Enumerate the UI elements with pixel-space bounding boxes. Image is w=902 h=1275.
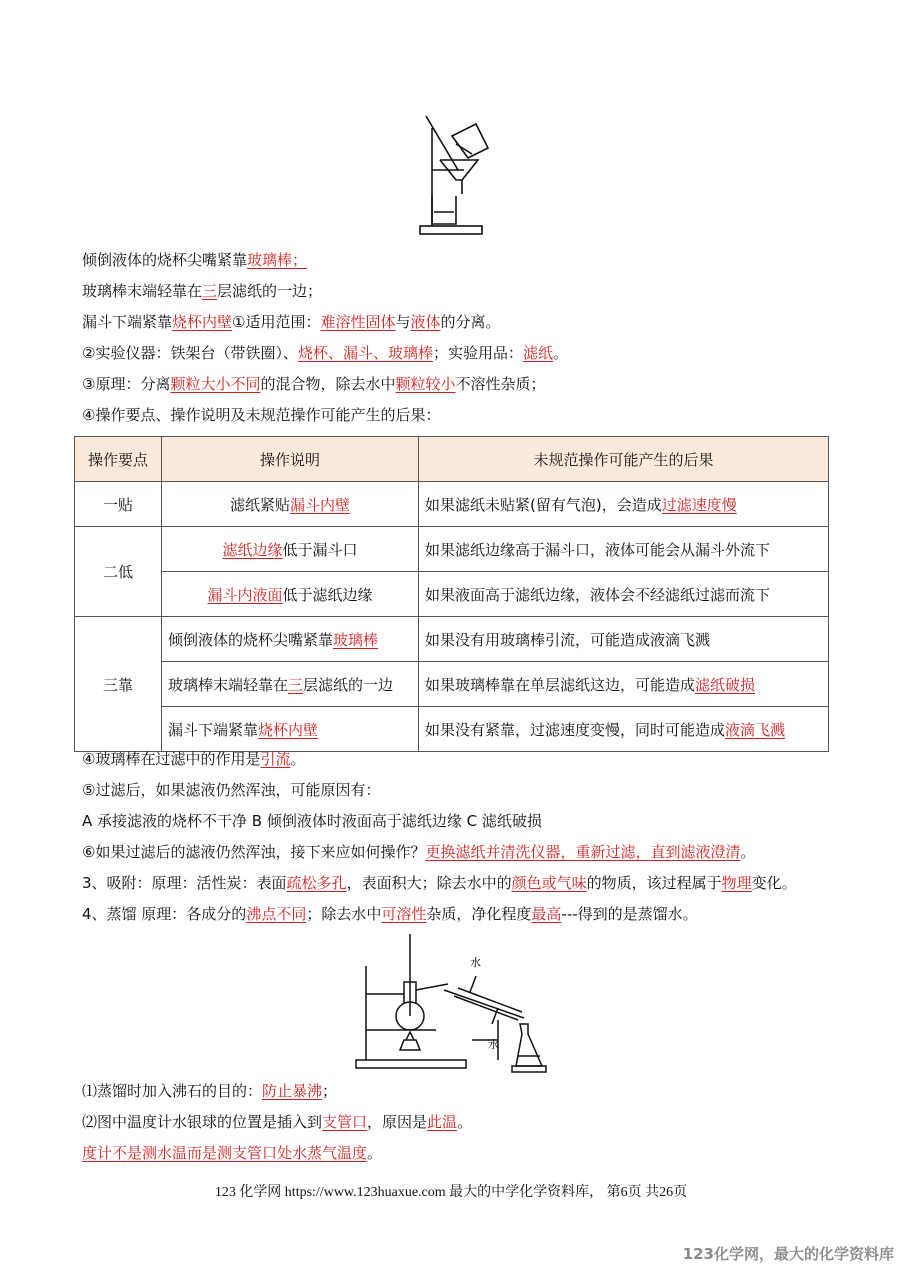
point-cell: 一贴 <box>75 482 162 527</box>
result-cell: 如果液面高于滤纸边缘，液体会不经滤纸过滤而流下 <box>419 572 829 617</box>
line-2: 玻璃棒末端轻靠在三层滤纸的一边； <box>82 282 323 300</box>
distillation-apparatus-figure <box>352 932 552 1074</box>
point-cell: 二低 <box>75 527 162 617</box>
water-inlet-label: 水 <box>488 1038 499 1051</box>
line-4: ②实验仪器：铁架台（带铁圈）、烧杯、漏斗、玻璃棒；实验用品：滤纸。 <box>82 344 569 362</box>
table-header: 未规范操作可能产生的后果 <box>419 437 829 482</box>
line-10: ⑥如果过滤后的滤液仍然浑浊，接下来应如何操作？更换滤纸并清洗仪器，重新过滤，直到滤液澄清。 <box>82 843 756 861</box>
line-3: 漏斗下端紧靠烧杯内壁①适用范围：难溶性固体与液体的分离。 <box>82 313 501 331</box>
line-14: ⑵图中温度计水银球的位置是插入到支管口，原因是此温。 <box>82 1113 473 1131</box>
line-7: ④玻璃棒在过滤中的作用是引流。 <box>82 750 306 768</box>
desc-cell: 漏斗内液面低于滤纸边缘 <box>162 572 419 617</box>
table-row <box>75 617 829 662</box>
line-8: ⑤过滤后，如果滤液仍然浑浊，可能原因有： <box>82 781 381 799</box>
table-header: 操作说明 <box>162 437 419 482</box>
line-15: 度计不是测水温而是测支管口处水蒸气温度。 <box>82 1144 383 1162</box>
desc-cell: 滤纸紧贴漏斗内壁 <box>162 482 419 527</box>
desc-cell: 玻璃棒末端轻靠在三层滤纸的一边 <box>162 662 419 707</box>
water-outlet-label: 水 <box>470 956 481 969</box>
result-cell: 如果没有用玻璃棒引流，可能造成液滴飞溅 <box>419 617 829 662</box>
table-row <box>75 662 829 707</box>
site-watermark: 123化学网，最大的化学资料库 <box>682 1245 894 1263</box>
result-cell: 如果滤纸边缘高于漏斗口，液体可能会从漏斗外流下 <box>419 527 829 572</box>
line-1: 倾倒液体的烧杯尖嘴紧靠玻璃棒； <box>82 251 308 269</box>
desc-cell: 倾倒液体的烧杯尖嘴紧靠玻璃棒 <box>162 617 419 662</box>
line-11: 3、吸附：原理：活性炭：表面疏松多孔，表面积大；除去水中的颜色或气味的物质，该过程属于物理变化。 <box>82 874 797 892</box>
table-header: 操作要点 <box>75 437 162 482</box>
desc-cell: 漏斗下端紧靠烧杯内壁 <box>162 707 419 752</box>
desc-cell: 滤纸边缘低于漏斗口 <box>162 527 419 572</box>
line-5: ③原理：分离颗粒大小不同的混合物，除去水中颗粒较小不溶性杂质； <box>82 375 546 393</box>
line-9: A 承接滤液的烧杯不干净 B 倾倒液体时液面高于滤纸边缘 C 滤纸破损 <box>82 812 542 830</box>
table-row <box>75 527 829 572</box>
page-footer: 123 化学网 https://www.123huaxue.com 最大的中学化学资料库， 第6页 共26页 <box>214 1185 688 1200</box>
line-6: ④操作要点、操作说明及未规范操作可能产生的后果： <box>82 406 441 424</box>
filtration-apparatus-figure <box>412 108 502 238</box>
operation-table <box>74 436 829 752</box>
table-header-row <box>75 437 829 482</box>
table-row <box>75 572 829 617</box>
point-cell: 三靠 <box>75 617 162 752</box>
table-row <box>75 482 829 527</box>
result-cell: 如果没有紧靠，过滤速度变慢，同时可能造成液滴飞溅 <box>419 707 829 752</box>
result-cell: 如果玻璃棒靠在单层滤纸这边，可能造成滤纸破损 <box>419 662 829 707</box>
table-row <box>75 707 829 752</box>
result-cell: 如果滤纸未贴紧(留有气泡)，会造成过滤速度慢 <box>419 482 829 527</box>
line-12: 4、蒸馏 原理：各成分的沸点不同；除去水中可溶性杂质，净化程度最高---得到的是蒸馏水。 <box>82 905 698 923</box>
line-13: ⑴蒸馏时加入沸石的目的：防止暴沸； <box>82 1082 338 1100</box>
